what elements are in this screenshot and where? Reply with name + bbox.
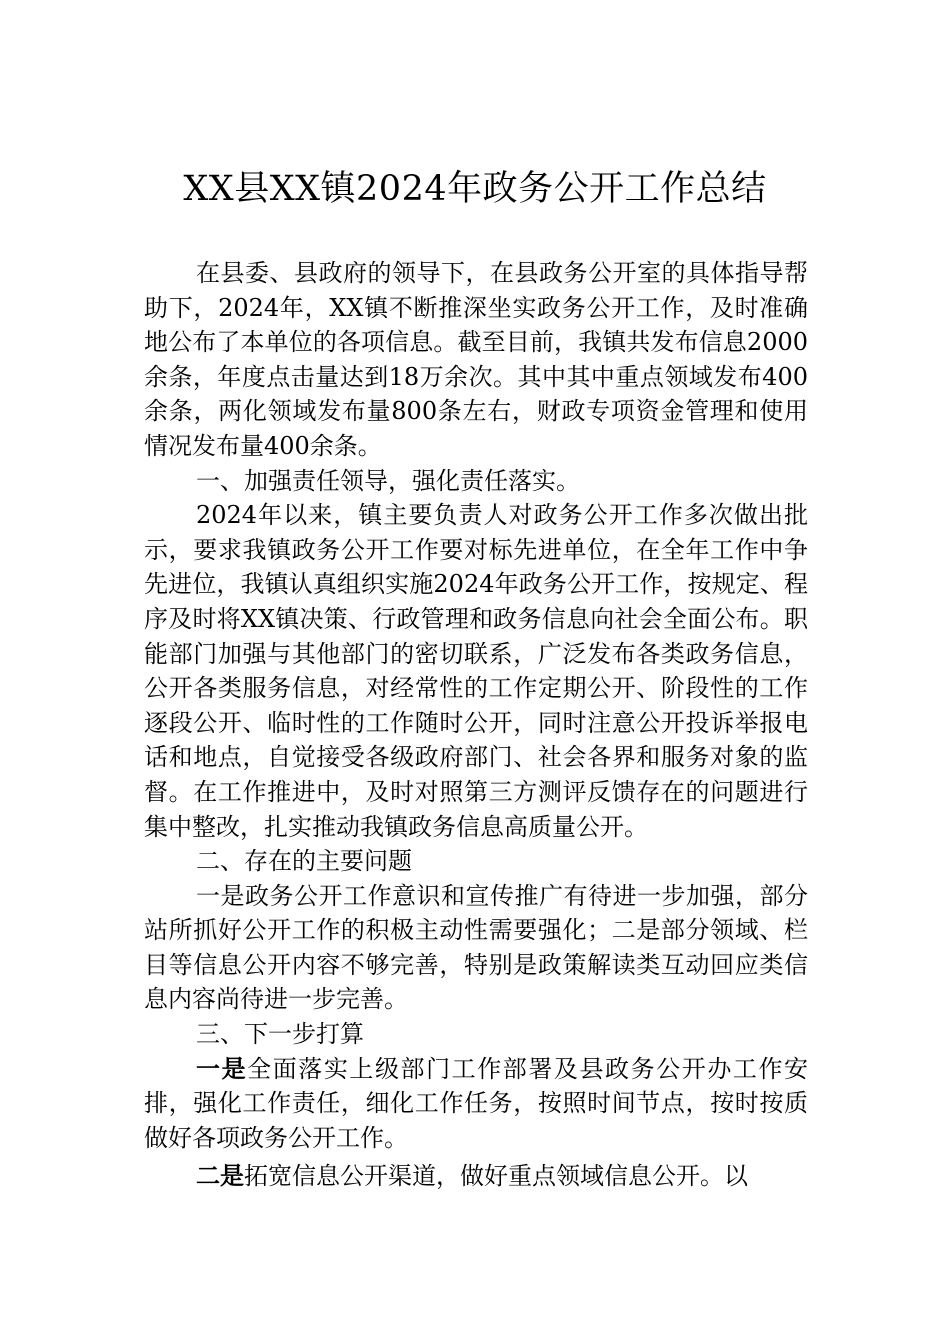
document-title: XX县XX镇2024年政务公开工作总结 bbox=[183, 169, 767, 209]
document-body bbox=[144, 256, 808, 1194]
paragraph-plan-1 bbox=[144, 1052, 808, 1156]
section-heading-1: 一、加强责任领导，强化责任落实。 bbox=[196, 466, 580, 495]
plan-2-lead: 二是 bbox=[196, 1162, 244, 1191]
paragraph-plan-2 bbox=[144, 1159, 808, 1194]
plan-1-lead: 一是 bbox=[196, 1054, 248, 1083]
plan-2-text: 拓宽信息公开渠道，做好重点领域信息公开。以 bbox=[244, 1162, 748, 1191]
paragraph-section-2: 一是政务公开工作意识和宣传推广有待进一步加强，部分站所抓好公开工作的积极主动性需要强化；二是部分领域、栏目等信息公开内容不够完善，特别是政策解读类互动回应类信息内容尚待进一步完善。 bbox=[144, 881, 808, 1014]
section-heading-2: 二、存在的主要问题 bbox=[196, 847, 412, 876]
paragraph-section-1: 2024年以来，镇主要负责人对政务公开工作多次做出批示，要求我镇政务公开工作要对标先进单位，在全年工作中争先进位，我镇认真组织实施2024年政务公开工作，按规定、程序及时将XX镇决策、行政管理和政务信息向社会全面公布。职能部门加强与其他部门的密切联系，广泛发布各类政务信息，公开各类服务信息，对经常性的工作定期公开、阶段性的工作逐段公开、临时性的工作随时公开，同时注意公开投诉举报电话和地点，自觉接受各级政府部门、社会各界和服务对象的监督。在工作推进中，及时对照第三方测评反馈存在的问题进行集中整改，扎实推动我镇政务信息高质量公开。 bbox=[144, 501, 808, 841]
section-heading-3: 三、下一步打算 bbox=[196, 1020, 364, 1049]
paragraph-intro: 在县委、县政府的领导下，在县政务公开室的具体指导帮助下，2024年，XX镇不断推深坐实政务公开工作，及时准确地公布了本单位的各项信息。截至目前，我镇共发布信息2000余条，年度点击量达到18万余次。其中其中重点领域发布400余条，两化领域发布量800条左右，财政专项资金管理和使用情况发布量400余条。 bbox=[144, 259, 808, 460]
plan-1-text: 全面落实上级部门工作部署及县政务公开办工作安排，强化工作责任，细化工作任务，按照时间节点，按时按质做好各项政务公开工作。 bbox=[144, 1054, 809, 1152]
